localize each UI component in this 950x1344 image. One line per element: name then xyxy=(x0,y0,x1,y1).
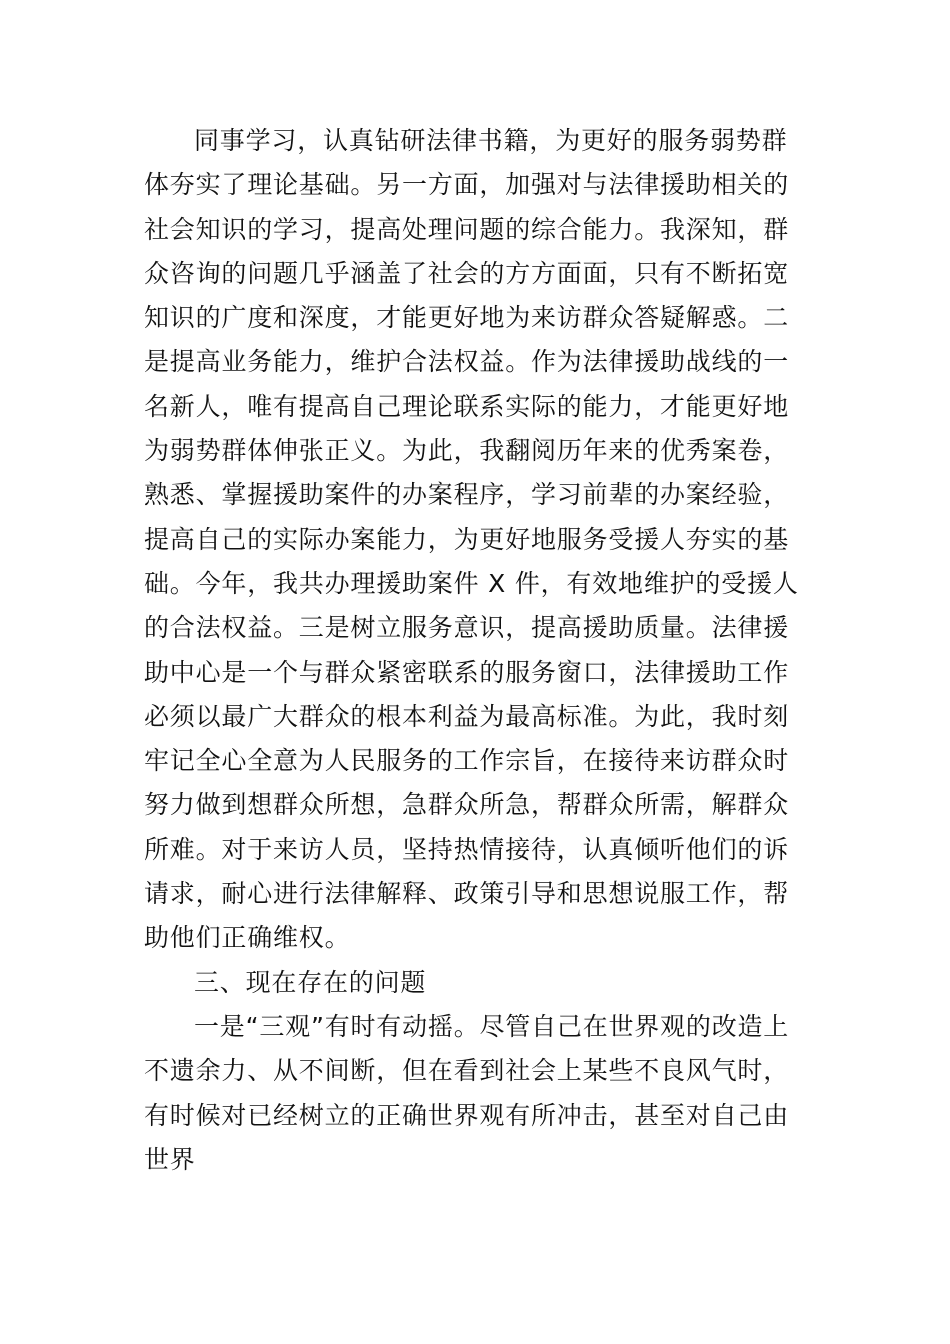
text-line: 体夯实了理论基础。另一方面，加强对与法律援助相关的 xyxy=(144,170,790,200)
text-line: 世界 xyxy=(144,1144,196,1174)
document-body xyxy=(144,119,809,1182)
text-line: 所难。对于来访人员，坚持热情接待，认真倾听他们的诉 xyxy=(144,834,790,864)
text-line: 同事学习，认真钻研法律书籍，为更好的服务弱势群 xyxy=(194,126,788,155)
text-line: 不遗余力、从不间断，但在看到社会上某些不良风气时， xyxy=(144,1056,790,1086)
text-line: 是提高业务能力，维护合法权益。作为法律援助战线的一 xyxy=(144,347,790,377)
text-line: 有时候对已经树立的正确世界观有所冲击，甚至对自己由 xyxy=(144,1100,790,1130)
text-line: 一是“三观”有时有动摇。尽管自己在世界观的改造上 xyxy=(194,1011,790,1041)
text-line: 请求，耐心进行法律解释、政策引导和思想说服工作，帮 xyxy=(144,879,790,909)
text-line: 助中心是一个与群众紧密联系的服务窗口，法律援助工作 xyxy=(144,657,790,687)
text-line: 必须以最广大群众的根本利益为最高标准。为此，我时刻 xyxy=(144,701,790,731)
text-line: 知识的广度和深度，才能更好地为来访群众答疑解惑。二 xyxy=(144,303,790,333)
section-heading: 三、现在存在的问题 xyxy=(194,967,427,997)
text-line: 提高自己的实际办案能力，为更好地服务受援人夯实的基 xyxy=(144,524,790,554)
text-line: 助他们正确维权。 xyxy=(144,923,351,953)
text-line: 础。今年，我共办理援助案件 X 件，有效地维护的受援人 xyxy=(144,568,799,598)
text-line: 为弱势群体伸张正义。为此，我翻阅历年来的优秀案卷， xyxy=(144,436,790,466)
text-line: 的合法权益。三是树立服务意识，提高援助质量。法律援 xyxy=(144,613,790,643)
text-line: 牢记全心全意为人民服务的工作宗旨，在接待来访群众时 xyxy=(144,746,790,776)
text-line: 众咨询的问题几乎涵盖了社会的方方面面，只有不断拓宽 xyxy=(144,258,790,288)
text-line: 熟悉、掌握援助案件的办案程序，学习前辈的办案经验， xyxy=(144,480,790,510)
text-line: 努力做到想群众所想，急群众所急，帮群众所需，解群众 xyxy=(144,790,790,820)
text-line: 社会知识的学习，提高处理问题的综合能力。我深知，群 xyxy=(144,214,790,244)
text-line: 名新人，唯有提高自己理论联系实际的能力，才能更好地 xyxy=(144,391,790,421)
